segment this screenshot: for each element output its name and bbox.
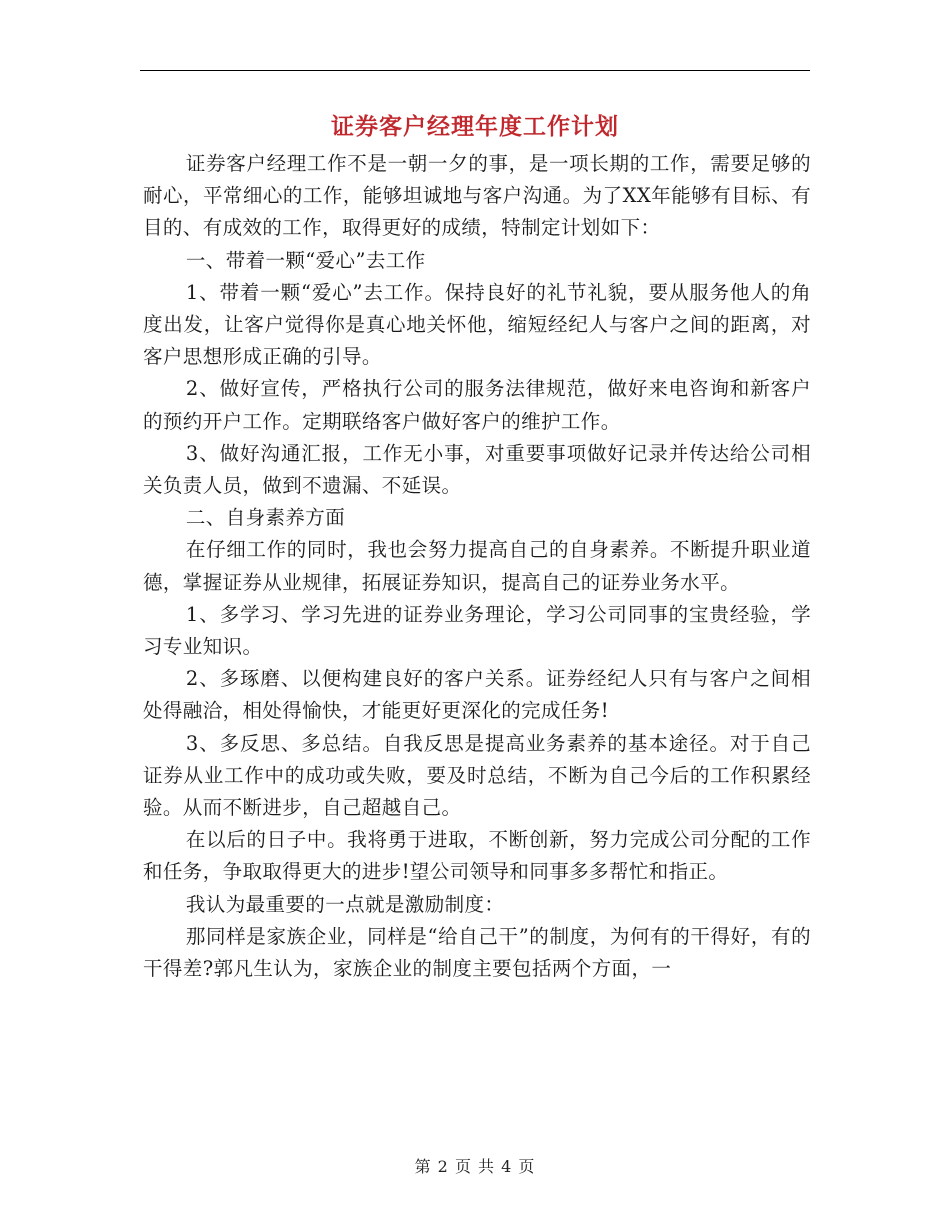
document-body <box>143 148 811 985</box>
intro-paragraph: 证券客户经理工作不是一朝一夕的事，是一项长期的工作，需要足够的耐心，平常细心的工作，能够坦诚地与客户沟通。为了XX年能够有目标、有目的、有成效的工作，取得更好的成绩，特制定计划如下： <box>143 152 811 240</box>
paragraph-item-2-2: 2、多琢磨、以便构建良好的客户关系。证券经纪人只有与客户之间相处得融洽，相处得愉快，才能更好更深化的完成任务! <box>143 667 811 723</box>
paragraph-item-2-3: 3、多反思、多总结。自我反思是提高业务素养的基本途径。对于自己证券从业工作中的成功或失败，要及时总结，不断为自己今后的工作积累经验。从而不断进步，自己超越自己。 <box>143 731 811 820</box>
section-heading-2: 二、自身素养方面 <box>185 506 346 530</box>
paragraph-item-1-3: 3、做好沟通汇报，工作无小事，对重要事项做好记录并传达给公司相关负责人员，做到不遗漏、不延误。 <box>143 441 811 498</box>
closing-paragraph: 在以后的日子中。我将勇于进取，不断创新，努力完成公司分配的工作和任务，争取取得更大的进步!望公司领导和同事多多帮忙和指正。 <box>143 828 811 884</box>
header-rule <box>140 70 810 71</box>
section-heading-1: 一、带着一颗“爱心”去工作 <box>185 248 426 272</box>
section-2-intro: 在仔细工作的同时，我也会努力提高自己的自身素养。不断提升职业道德，掌握证券从业规律，拓展证券知识，提高自己的证券业务水平。 <box>143 538 811 594</box>
paragraph-item-1-1: 1、带着一颗“爱心”去工作。保持良好的礼节礼貌，要从服务他人的角度出发，让客户觉得你是真心地关怀他，缩短经纪人与客户之间的距离，对客户思想形成正确的引导。 <box>143 280 811 369</box>
paragraph-item-2-1: 1、多学习、学习先进的证券业务理论，学习公司同事的宝贵经验，学习专业知识。 <box>143 602 811 659</box>
family-business-paragraph: 那同样是家族企业，同样是“给自己干”的制度，为何有的干得好，有的干得差?郭凡生认为，家族企业的制度主要包括两个方面，一 <box>143 924 811 981</box>
paragraph-item-1-2: 2、做好宣传，严格执行公司的服务法律规范，做好来电咨询和新客户的预约开户工作。定期联络客户做好客户的维护工作。 <box>143 377 811 433</box>
document-title: 证券客户经理年度工作计划 <box>331 114 619 140</box>
page-number: 第 2 页 共 4 页 <box>414 1157 536 1176</box>
incentive-paragraph: 我认为最重要的一点就是激励制度： <box>185 892 505 916</box>
